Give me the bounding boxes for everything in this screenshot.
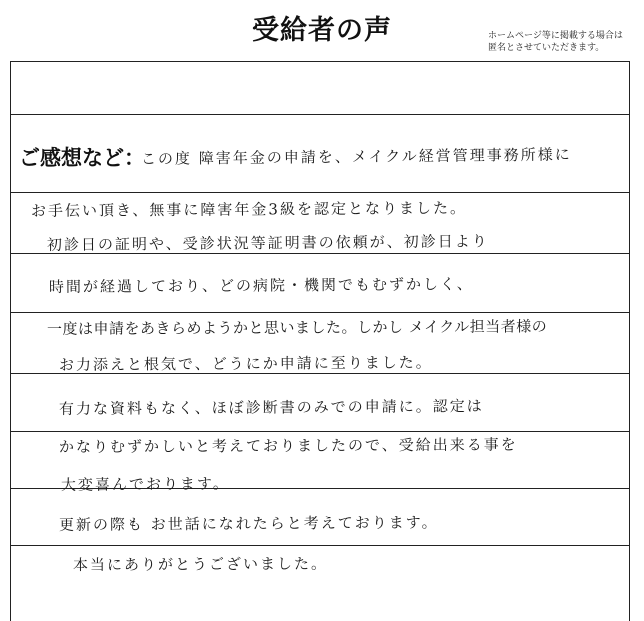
ruled-line	[11, 312, 629, 313]
anonymity-note-line-1: ホームページ等に掲載する場合は	[488, 31, 623, 41]
comment-line: お力添えと根気で、どうにか申請に至りました。	[58, 353, 433, 374]
comment-line: お手伝い頂き、無事に障害年金3級を認定となりました。	[30, 198, 468, 220]
comment-sheet	[10, 61, 630, 621]
comment-line: この度 障害年金の申請を、メイクル経営管理事務所様に	[140, 145, 572, 168]
ruled-line	[11, 192, 629, 193]
ruled-line	[11, 431, 629, 432]
comment-line: 有力な資料もなく、ほぼ診断書のみでの申請に。認定は	[58, 397, 484, 418]
comment-line: 一度は申請をあきらめようかと思いました。しかし メイクル担当者様の	[46, 317, 548, 338]
comment-line: 大変喜んでおります。	[60, 474, 230, 494]
anonymity-note	[488, 30, 638, 54]
page-title: 受給者の声	[252, 15, 392, 46]
comment-line: 更新の際も お世話になれたらと考えております。	[58, 513, 439, 534]
ruled-line	[11, 545, 629, 546]
comment-line: 本当にありがとうございました。	[72, 554, 329, 574]
ruled-line	[11, 114, 629, 115]
anonymity-note-line-2: 匿名とさせていただきます。	[488, 43, 605, 53]
comment-line: 時間が経過しており、どの病院・機関でもむずかしく、	[48, 275, 474, 296]
comment-label: ご感想など：	[19, 146, 145, 170]
comment-line: かなりむずかしいと考えておりましたので、受給出来る事を	[58, 435, 518, 456]
comment-line: 初診日の証明や、受診状況等証明書の依頼が、初診日より	[46, 232, 489, 254]
